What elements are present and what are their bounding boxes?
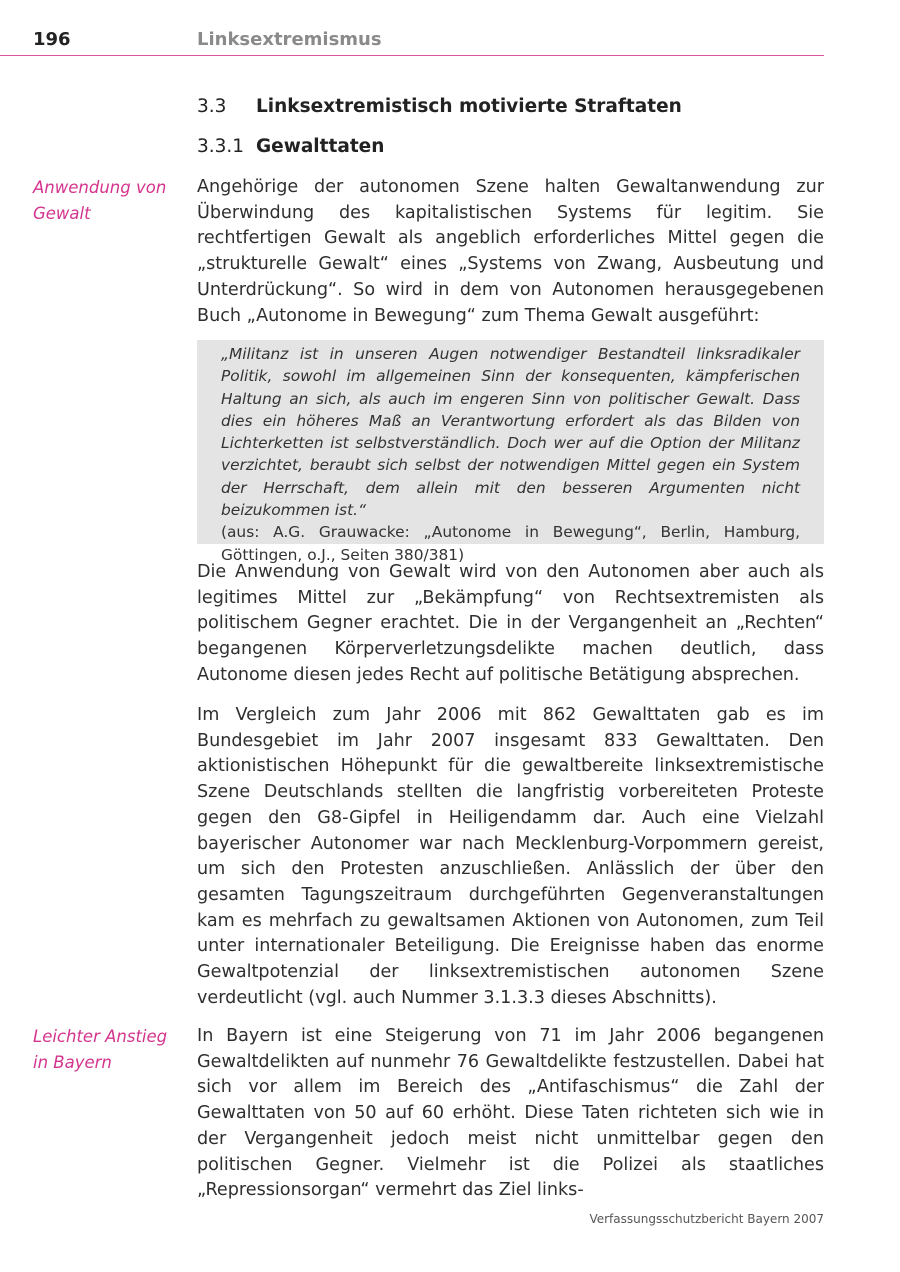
- paragraph-intro: Angehörige der autonomen Szene halten Gewaltanwendung zur Überwindung des kapitalistischen Systems für legitim. Sie rechtfertigen Gewalt als angeblich erforderliches Mittel gegen die „strukturelle Gewalt“ eines „Systems von Zwang, Ausbeutung und Unterdrückung“. So wird in dem von Autonomen herausgegebenen Buch „Autonome in Bewegung“ zum Thema Gewalt ausgeführt:: [197, 177, 824, 326]
- paragraph-bavaria: In Bayern ist eine Steigerung von 71 im Jahr 2006 begangenen Gewaltdelikten auf nunmehr 76 Gewaltdelikte festzustellen. Dabei hat sich vor allem im Bereich des „Antifaschismus“ die Zahl der Gewalttaten von 50 auf 60 erhöht. Diese Taten richteten sich wie in der Vergangenheit jedoch meist nicht unmittelbar gegen den politischen Gegner. Vielmehr ist die Polizei als staatliches „Repressionsorgan“ vermehrt das Ziel links-: [197, 1026, 824, 1201]
- section-title: Linksextremistisch motivierte Straftaten: [256, 96, 682, 117]
- section-number: 3.3: [197, 96, 227, 117]
- quote-text: „Militanz ist in unseren Augen notwendiger Bestandteil linksradikaler Politik, sowohl im allgemeinen Sinn der konsequenten, kämpferischen Haltung an sich, als auch im engeren Sinn von politischer Gewalt. Dass dies ein höheres Maß an Verantwortung erfordert als das Bilden von Lichterketten ist selbstverständlich. Doch wer auf die Option der Militanz verzichtet, beraubt sich selbst der notwendigen Mittel gegen ein System der Herrschaft, dem allein mit den besseren Argumenten nicht beizukommen ist.“: [221, 345, 800, 520]
- subsection-heading: [197, 136, 384, 157]
- header-rule: [0, 55, 824, 56]
- subsection-number: 3.3.1: [197, 136, 245, 157]
- subsection-title: Gewalttaten: [256, 136, 385, 157]
- quote-box: [197, 340, 824, 564]
- margin-note-violence: Anwendung von Gewalt: [33, 178, 167, 223]
- section-heading: [197, 96, 682, 117]
- paragraph-federal-statistics: Im Vergleich zum Jahr 2006 mit 862 Gewalttaten gab es im Bundesgebiet im Jahr 2007 insgesamt 833 Gewalttaten. Den aktionistischen Höhepunkt für die gewaltbereite linksextremistische Szene Deutschlands stellten die langfristig vorbereiteten Proteste gegen den G8-Gipfel in Heiligendamm dar. Auch eine Vielzahl bayerischer Autonomer war nach Mecklenburg-Vorpommern gereist, um sich den Protesten anzuschließen. Anlässlich der über den gesamten Tagungszeitraum durchgeführten Gegenveranstaltungen kam es mehrfach zu gewaltsamen Aktionen von Autonomen, zum Teil unter internationaler Beteiligung. Die Ereignisse haben das enorme Gewaltpotenzial der linksextremistischen autonomen Szene verdeutlicht (vgl. auch Nummer 3.1.3.3 dieses Abschnitts).: [197, 705, 824, 1008]
- running-header: Linksextremismus: [197, 29, 382, 50]
- margin-note-bavaria: Leichter Anstieg in Bayern: [33, 1027, 168, 1072]
- quote-source: (aus: A.G. Grauwacke: „Autonome in Bewegung“, Berlin, Hamburg, Göttingen, o.J., Seiten 380/381): [221, 523, 800, 564]
- footer-publication: Verfassungsschutzbericht Bayern 2007: [589, 1212, 824, 1226]
- paragraph-right-extremists: Die Anwendung von Gewalt wird von den Autonomen aber auch als legitimes Mittel zur „Bekämpfung“ von Rechtsextremisten als politischem Gegner erachtet. Die in der Vergangenheit an „Rechten“ begangenen Körperverletzungsdelikte machen deutlich, dass Autonome diesen jedes Recht auf politische Betätigung absprechen.: [197, 562, 824, 685]
- page-number: 196: [33, 29, 71, 50]
